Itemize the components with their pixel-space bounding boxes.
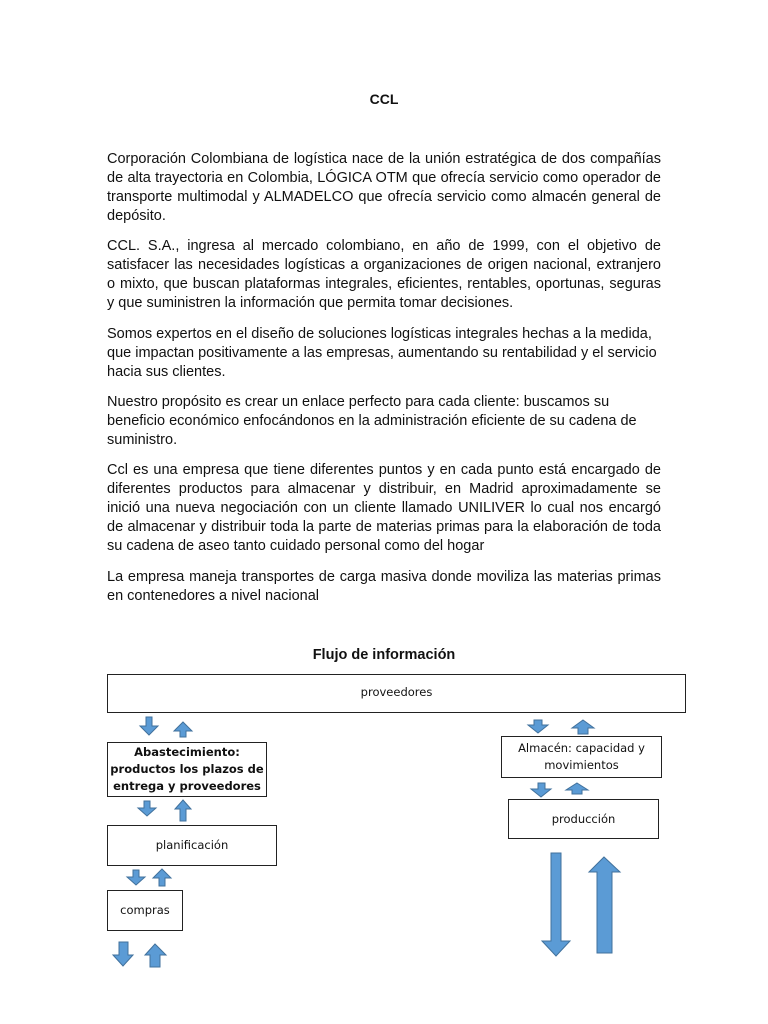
- arrow-down-icon: [140, 717, 158, 735]
- paragraph-intro: Corporación Colombiana de logística nace de la unión estratégica de dos compañías de alta trayectoria en Colombia, LÓGICA OTM que ofrecía servicio como operador de transporte multimodal y ALMADELCO que ofrecía servicio como almacén general de depósito.: [107, 151, 661, 224]
- arrow-up-icon: [566, 783, 588, 794]
- paragraph-expertise: Somos expertos en el diseño de soluciones logísticas integrales hechas a la medida, que impactan positivamente a las empresas, aumentando su rentabilidad y el servicio hacia sus clientes.: [107, 326, 657, 380]
- paragraph-purpose: Nuestro propósito es crear un enlace perfecto para cada cliente: buscamos su beneficio económico enfocándonos en la administración eficiente de su cadena de suministro.: [107, 394, 637, 448]
- arrow-down-icon: [113, 942, 133, 966]
- arrow-up-icon: [175, 800, 191, 821]
- arrow-up-icon: [572, 720, 594, 734]
- document-title: CCL: [369, 91, 399, 107]
- long-arrow-up-icon: [589, 857, 620, 953]
- arrow-down-icon: [528, 720, 548, 733]
- paragraph-points: Ccl es una empresa que tiene diferentes puntos y en cada punto está encargado de diferentes productos para almacenar y distribuir, en Madrid aproximadamente se inició una nueva negociación con un cliente llamado UNILIVER lo cual nos encargó de almacenar y distribuir toda la parte de materias primas para la elaboración de toda su cadena de aseo tanto cuidado personal como del hogar: [107, 462, 661, 554]
- arrow-down-icon: [531, 783, 551, 797]
- diagram-title: Flujo de información: [312, 647, 456, 663]
- compras-box: compras: [107, 890, 183, 931]
- proveedores-box: proveedores: [107, 674, 686, 713]
- abastecimiento-box: Abastecimiento: productos los plazos de entrega y proveedores: [107, 742, 267, 797]
- arrow-up-icon: [145, 944, 166, 967]
- long-arrow-down-icon: [542, 853, 570, 956]
- arrow-down-icon: [138, 801, 156, 816]
- arrow-up-icon: [174, 722, 192, 737]
- arrow-down-icon: [127, 870, 145, 885]
- almacen-box: Almacén: capacidad y movimientos: [501, 736, 662, 778]
- paragraph-transport: La empresa maneja transportes de carga masiva donde moviliza las materias primas en contenedores a nivel nacional: [107, 569, 661, 604]
- paragraph-history: CCL. S.A., ingresa al mercado colombiano, en año de 1999, con el objetivo de satisfacer las necesidades logísticas a organizaciones de origen nacional, extranjero o mixto, que buscan plataformas integrales, eficientes, rentables, oportunas, seguras y que suministren la información que permita tomar decisiones.: [107, 238, 661, 311]
- planificacion-box: planificación: [107, 825, 277, 866]
- arrow-up-icon: [153, 869, 171, 886]
- produccion-box: producción: [508, 799, 659, 839]
